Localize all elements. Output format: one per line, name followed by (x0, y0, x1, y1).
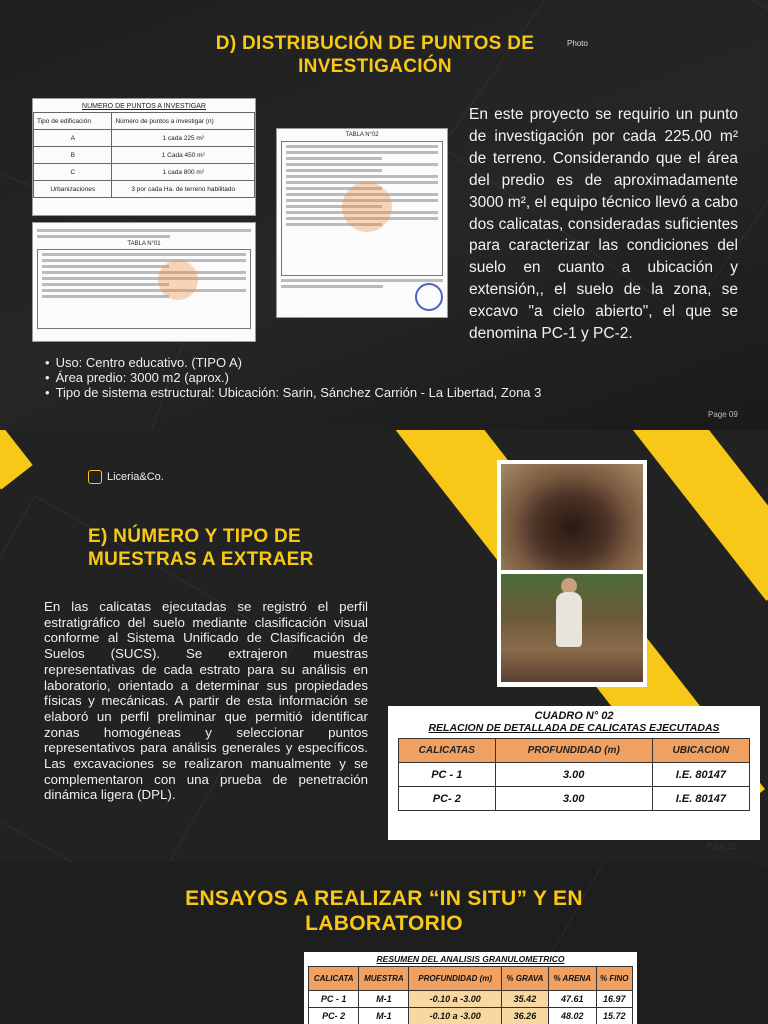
title-line-1: D) DISTRIBUCIÓN DE PUNTOS DE (215, 33, 535, 54)
table-cell: C (34, 164, 112, 181)
table-cell: A (34, 130, 112, 147)
title-line-2: MUESTRAS A EXTRAER (88, 549, 314, 570)
table-cell: 1 cada 800 m² (112, 164, 255, 181)
title-line-1: E) NÚMERO Y TIPO DE (88, 526, 301, 547)
yellow-stripe (0, 430, 33, 490)
brand-icon (88, 470, 102, 484)
table-cell: Urbanizaciones (34, 181, 112, 198)
list-item: • Área predio: 3000 m2 (aprox.) (45, 370, 725, 385)
page-09 (0, 0, 768, 430)
table-row (399, 787, 750, 811)
table-cell: 15.72 (596, 1008, 632, 1024)
table-row (34, 181, 255, 198)
table-row (34, 164, 255, 181)
page-number: Page 09 (708, 410, 738, 419)
table-cell: PC - 1 (399, 763, 496, 787)
watermark-logo (342, 182, 392, 232)
table-header: Tipo de edificación (34, 113, 112, 130)
table-cell: PC- 2 (309, 1008, 359, 1024)
table-cell: -0.10 a -3.00 (409, 1008, 501, 1024)
table-title: CUADRO N° 02 (534, 710, 614, 722)
doc3-caption: TABLA N°02 (345, 132, 379, 138)
page-10 (0, 430, 768, 862)
table-cell: 36.26 (501, 1008, 548, 1024)
table-cell: M-1 (359, 991, 409, 1008)
table-cell: 47.61 (548, 991, 596, 1008)
table-header: % FINO (596, 967, 632, 991)
table-header: CALICATA (309, 967, 359, 991)
project-details-list (45, 355, 725, 400)
photo-label: Photo (567, 39, 588, 48)
table-cell: 48.02 (548, 1008, 596, 1024)
table-row (399, 763, 750, 787)
stamp-icon (415, 283, 443, 311)
table-cell: 35.42 (501, 991, 548, 1008)
table-cell: 1 Cada 450 m² (112, 147, 255, 164)
table-header: UBICACION (652, 739, 749, 763)
doc-table-caption: NUMERO DE PUNTOS A INVESTIGAR (82, 103, 206, 110)
table-header: Número de puntos a investigar (n) (112, 113, 255, 130)
granulometric-summary-table (304, 952, 637, 1024)
table-row (34, 147, 255, 164)
investigation-points-table (33, 112, 255, 198)
table-header: PROFUNDIDAD (m) (495, 739, 652, 763)
body-paragraph: En las calicatas ejecutadas se registró el perfil estratigráfico del suelo mediante clasificación visual conforme al Sistema Unificado de Clasificación de Suelos (SUCS). Se extrajeron muestras representativas de cada estrato para su análisis en laboratorio, orientado a determinar sus propiedades físicas y mecánicas. A partir de esta información se elaboró un perfil preliminar que permitió identificar zonas homogéneas y seleccionar puntos representativos para análisis generales y específicos. Las excavaciones se realizaron manualmente y se complementaron con una prueba de penetración dinámica ligera (DPL). (44, 599, 368, 803)
excavation-photos (497, 460, 647, 687)
title-line-2: LABORATORIO (305, 912, 463, 935)
table-cell: -0.10 a -3.00 (409, 991, 501, 1008)
calicatas-table (388, 706, 760, 840)
title-line-1: ENSAYOS A REALIZAR “IN SITU” Y EN (185, 887, 583, 910)
list-item: • Tipo de sistema estructural: Ubicación: Sarin, Sánchez Carrión - La Libertad, Zona 3 (45, 385, 725, 400)
table-header: PROFUNDIDAD (m) (409, 967, 501, 991)
table-header: % GRAVA (501, 967, 548, 991)
table-row (309, 1008, 633, 1024)
list-item: • Uso: Centro educativo. (TIPO A) (45, 355, 725, 370)
table-row (34, 130, 255, 147)
section-title (134, 886, 634, 936)
table-header: MUESTRA (359, 967, 409, 991)
table-header: % ARENA (548, 967, 596, 991)
doc2-caption: TABLA N°01 (127, 241, 161, 247)
page-11 (0, 862, 768, 1024)
table-cell: I.E. 80147 (652, 763, 749, 787)
table-row (309, 991, 633, 1008)
table-cell: 16.97 (596, 991, 632, 1008)
table-cell: M-1 (359, 1008, 409, 1024)
table-cell: PC - 1 (309, 991, 359, 1008)
table-cell: 3 por cada Ha. de terreno habilitado (112, 181, 255, 198)
regulation-table-document-image (276, 128, 448, 318)
table-subtitle: RELACION DE DETALLADA DE CALICATAS EJECUTADAS (428, 722, 720, 734)
body-paragraph: En este proyecto se requirio un punto de investigación por cada 225.00 m² de terreno. Considerando que el área del predio es de aproximadamente 3000 m², el equipo técnico llevó a cabo dos calicatas, consideradas suficientes para caracterizar las condiciones del suelo en cuanto a ubicación y extensión,, el suelo de la zona, se excavo "a cielo abierto", el que se denomina PC-1 y PC-2. (469, 106, 738, 343)
table-cell: 3.00 (495, 763, 652, 787)
brand-logo (88, 470, 164, 484)
table-header: CALICATAS (399, 739, 496, 763)
test-pit-photo (501, 464, 643, 570)
investigation-points-table-image (32, 98, 256, 216)
table-cell: PC- 2 (399, 787, 496, 811)
table-cell: 3.00 (495, 787, 652, 811)
table-cell: 1 cada 225 m² (112, 130, 255, 147)
table-cell: B (34, 147, 112, 164)
section-title (150, 32, 600, 78)
watermark-logo (158, 260, 198, 300)
table-cell: I.E. 80147 (652, 787, 749, 811)
page-number: Page 10 (707, 842, 737, 851)
section-title (88, 525, 388, 571)
structural-category-document-image (32, 222, 256, 342)
brand-name: Liceria&Co. (107, 471, 164, 483)
worker-in-pit-photo (501, 574, 643, 682)
title-line-2: INVESTIGACIÓN (298, 56, 452, 77)
table-title: RESUMEN DEL ANALISIS GRANULOMETRICO (376, 954, 565, 964)
